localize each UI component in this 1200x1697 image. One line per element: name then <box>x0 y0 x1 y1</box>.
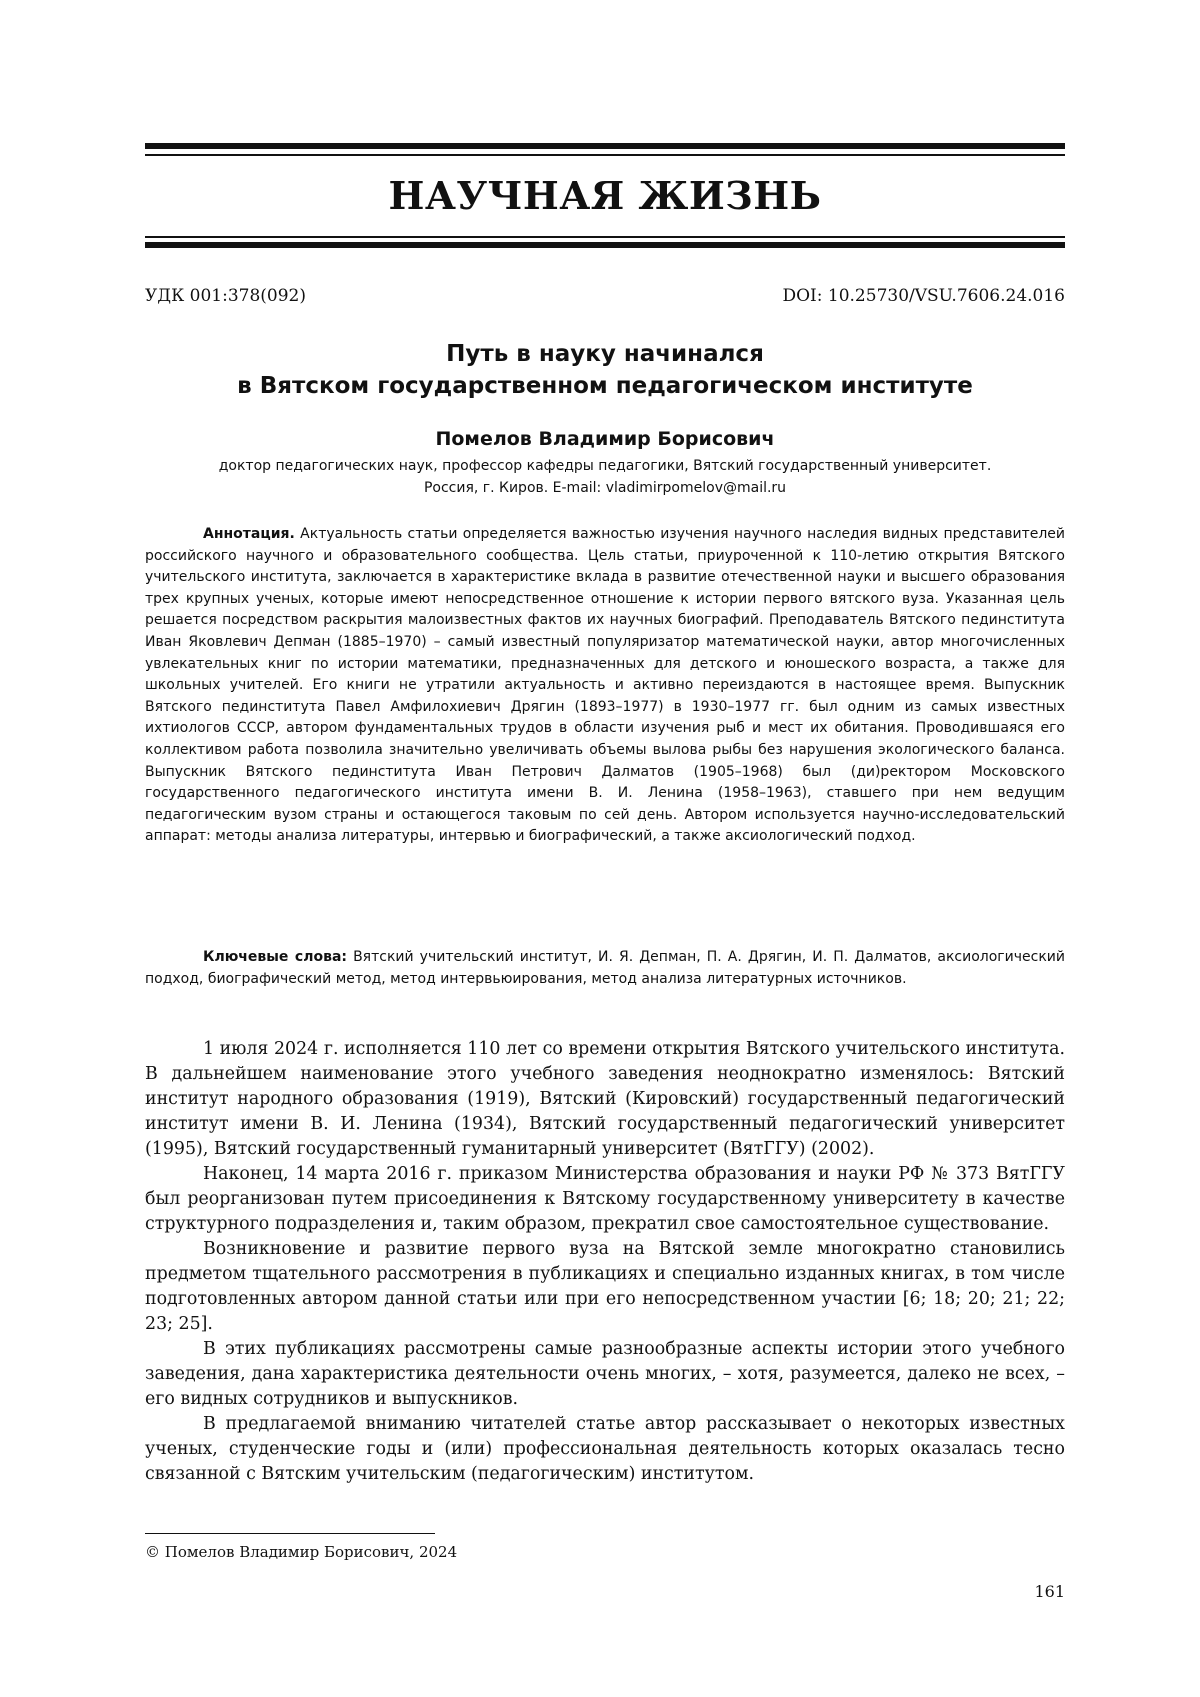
abstract-label: Аннотация. <box>203 526 295 542</box>
author-name: Помелов Владимир Борисович <box>435 428 775 450</box>
keywords-label: Ключевые слова: <box>203 949 347 965</box>
body-paragraph: Наконец, 14 марта 2016 г. приказом Министерства образования и науки РФ № 373 ВятГГУ был реорганизован путем присоединения к Вятскому государственному университету в качестве структурного подразделения и, таким образом, прекратил свое самостоятельное существование. <box>145 1164 1065 1234</box>
header-rule-thin-top <box>145 154 1065 156</box>
article-title <box>145 338 1065 402</box>
page-number: 161 <box>1034 1582 1065 1601</box>
doi: DOI: 10.25730/VSU.7606.24.016 <box>782 286 1065 306</box>
affiliation-line-2: Россия, г. Киров. E-mail: vladimirpomelov@mail.ru <box>423 480 787 496</box>
copyright-footnote: © Помелов Владимир Борисович, 2024 <box>145 1543 458 1561</box>
section-title: НАУЧНАЯ ЖИЗНЬ <box>388 173 822 218</box>
body-paragraph: Возникновение и развитие первого вуза на Вятской земле многократно становились предметом тщательного рассмотрения в публикациях и специально изданных книгах, в том числе подготовленных автором данной статьи или при его непосредственном участии [6; 18; 20; 21; 22; 23; 25]. <box>145 1239 1065 1334</box>
article-title-line-2: в Вятском государственном педагогическом институте <box>237 373 973 399</box>
header-rule-thin-bottom <box>145 236 1065 238</box>
footnote-separator <box>145 1533 435 1534</box>
affiliation-line-1: доктор педагогических наук, профессор кафедры педагогики, Вятский государственный университет. <box>218 458 992 474</box>
keywords-text: Вятский учительский институт, И. Я. Депман, П. А. Дрягин, И. П. Далматов, аксиологический подход, биографический метод, метод интервьюирования, метод анализа литературных источников. <box>145 949 1065 987</box>
body-paragraph: В предлагаемой вниманию читателей статье автор рассказывает о некоторых известных ученых, студенческие годы и (или) профессиональная деятельность которых оказалась тесно связанной с Вятским учительским (педагогическим) институтом. <box>145 1414 1065 1484</box>
article-title-line-1: Путь в науку начинался <box>446 341 764 367</box>
abstract-text: Актуальность статьи определяется важностью изучения научного наследия видных представителей российского научного и образовательного сообщества. Цель статьи, приуроченной к 110-летию открытия Вятского учительского института, заключается в характеристике вклада в развитие отечественной науки и высшего образования трех крупных ученых, которые имеют непосредственное отношение к истории первого вятского вуза. Указанная цель решается посредством раскрытия малоизвестных фактов их научных биографий. Преподаватель Вятского пединститута Иван Яковлевич Депман (1885–1970) – самый известный популяризатор математической науки, автор многочисленных увлекательных книг по истории математики, предназначенных для детского и юношеского возраста, а также для школьных учителей. Его книги не утратили актуальность и активно переиздаются в настоящее время. Выпускник Вятского пединститута Павел Амфилохиевич Дрягин (1893–1977) в 1930–1977 гг. был одним из самых известных ихтиологов СССР, автором фундаментальных трудов в области изучения рыб и мест их обитания. Проводившаяся его коллективом работа позволила значительно увеличивать объемы вылова рыбы без нарушения экологического баланса. Выпускник Вятского пединститута Иван Петрович Далматов (1905–1968) был (ди)ректором Московского государственного педагогического института имени В. И. Ленина (1958–1963), ставшего при нем ведущим педагогическим вузом страны и остающегося таковым по сей день. Автором используется научно-исследовательский аппарат: методы анализа литературы, интервью и биографический, а также аксиологический подход. <box>145 526 1065 845</box>
header-rule-thick-top <box>145 143 1065 149</box>
keywords <box>145 947 1065 990</box>
abstract <box>145 524 1065 848</box>
body-paragraph: В этих публикациях рассмотрены самые разнообразные аспекты истории этого учебного заведения, дана характеристика деятельности очень многих, – хотя, разумеется, далеко не всех, – его видных сотрудников и выпускников. <box>145 1339 1065 1409</box>
header-rule-thick-bottom <box>145 242 1065 248</box>
body-paragraph: 1 июля 2024 г. исполняется 110 лет со времени открытия Вятского учительского института. В дальнейшем наименование этого учебного заведения неоднократно изменялось: Вятский институт народного образования (1919), Вятский (Кировский) государственный педагогический институт имени В. И. Ленина (1934), Вятский государственный педагогический университет (1995), Вятский государственный гуманитарный университет (ВятГГУ) (2002). <box>145 1039 1065 1159</box>
author-affiliation <box>145 455 1065 499</box>
udk-code: УДК 001:378(092) <box>145 286 307 306</box>
article-body <box>145 1037 1065 1487</box>
